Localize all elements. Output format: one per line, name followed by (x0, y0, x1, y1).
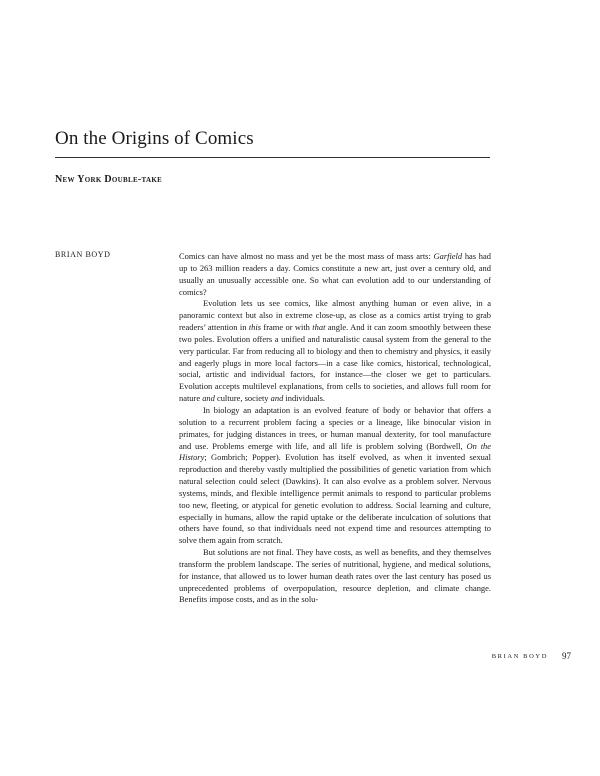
article-title: On the Origins of Comics (55, 128, 254, 149)
italic-title: Garfield (433, 251, 463, 261)
text-run: ; Gombrich; Popper). Evolution has itself evolved, as when it invented sexual reproduction and thereby vastly multiplied the possibilities of genetic variation from which natural selection could select (Dawkins). It can also evolve as a problem solver. Nervous systems, minds, and flexible intelligence permit animals to respond to particular problems too new, fleeting, or atypical for genetic evolution to address. Social learning and culture, especially in humans, allow the rapid uptake or the deliberate inculcation of solutions that others have found, so that individuals need not expend time and resources attempting to solve them again from scratch. (179, 452, 491, 546)
paragraph-3 (179, 405, 491, 547)
text-run: has had up to 263 million readers a day. Comics constitute a new art, just over a century old, and usually an unusually accessible one. So what can evolution add to our understanding of comics? (179, 251, 491, 297)
italic-emphasis: this (248, 322, 262, 333)
author-name: BRIAN BOYD (55, 250, 111, 259)
paragraph-1 (179, 251, 491, 298)
text-run: culture, society (214, 393, 271, 404)
paragraph-2 (179, 298, 491, 405)
text-run: In biology an adaptation is an evolved feature of body or behavior that offers a solution to a recurrent problem facing a species or a lineage, like binocular vision in primates, for judging distances in trees, or human manual dexterity, for tool manufacture and use. Problems emerge with life, and all life is problem solving (Bordwell, (179, 404, 491, 451)
text-run: But solutions are not final. They have costs, as well as benefits, and they themselves transform the problem landscape. The series of nutritional, hygiene, and medical solutions, for instance, that allowed us to lower human death rates over the last century has posed us unprecedented problems of overpopulation, resource depletion, and climate change. Benefits impose costs, and as in the solu- (179, 547, 491, 605)
article-body (179, 251, 491, 606)
text-run: Evolution lets us see comics, like almost anything human or even alive, in a panoramic context but also in extreme close-up, as close as a comics artist trying to grab readers’ attention in (179, 298, 491, 333)
text-run: angle. And it can zoom smoothly between these two poles. Evolution offers a unified and naturalistic causal system from the general to the very particular. Far from reducing all to biology and then to chemistry and physics, it easily and eagerly plugs in more local factors—in a case like comics, historical, technological, social, artistic and individual factors, for instance—the closer we get to particulars. Evolution accepts multilevel explanations, from cells to societies, and allows full room for nature (179, 322, 491, 404)
italic-title: On the History (179, 440, 492, 463)
article-subtitle: New York Double-take (55, 174, 163, 185)
title-rule (55, 157, 490, 158)
running-head: BRIAN BOYD (491, 653, 548, 660)
italic-emphasis: that (312, 322, 326, 333)
text-run: Comics can have almost no mass and yet be the most mass of mass arts: (179, 251, 434, 261)
text-run: individuals. (283, 393, 325, 404)
italic-emphasis: and (270, 393, 284, 404)
paragraph-4 (179, 547, 491, 606)
page-number: 97 (562, 651, 571, 661)
text-run: frame or with (261, 322, 313, 333)
page-footer (492, 651, 571, 661)
italic-emphasis: and (202, 393, 215, 404)
